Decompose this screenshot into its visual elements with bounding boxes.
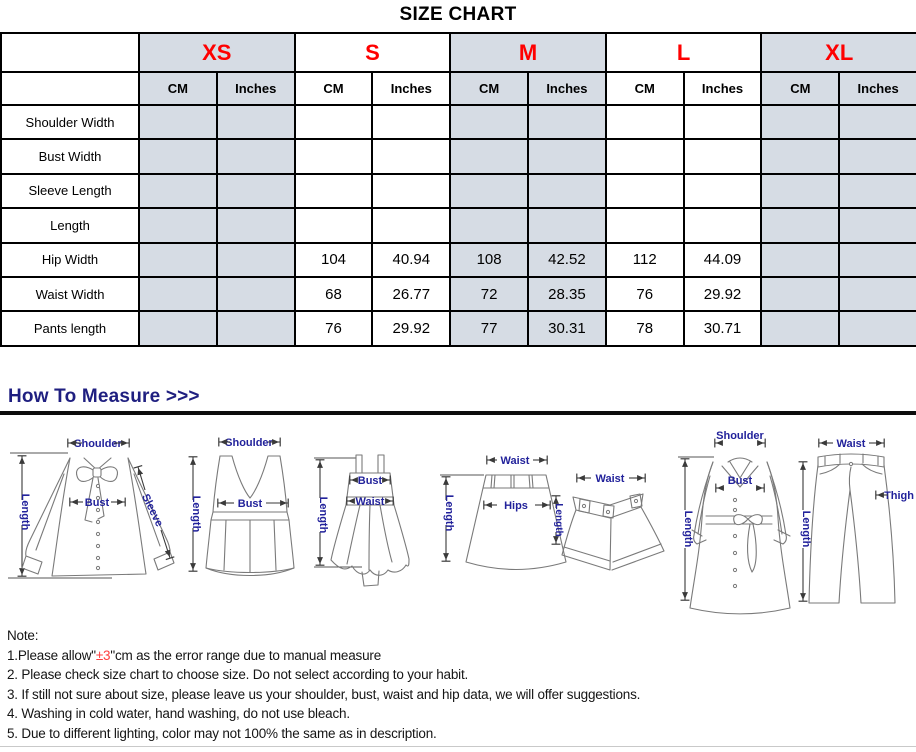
shorts-waist-label: Waist (595, 473, 625, 485)
table-cell (217, 105, 295, 139)
row-label: Shoulder Width (1, 105, 139, 139)
table-cell (372, 105, 450, 139)
table-cell: 40.94 (372, 243, 450, 277)
pants-waist-label: Waist (836, 438, 866, 450)
size-header-l: L (606, 33, 762, 72)
corner-cell (1, 72, 139, 105)
table-cell (839, 174, 916, 208)
figure-coat (678, 430, 790, 614)
figure-tank-top (190, 437, 294, 576)
how-to-measure-heading: How To Measure >>> (8, 386, 200, 407)
table-cell (217, 311, 295, 345)
row-label: Bust Width (1, 139, 139, 173)
table-cell (839, 105, 916, 139)
dress-waist-label: Waist (355, 496, 385, 508)
table-cell (684, 139, 762, 173)
page-title: SIZE CHART (399, 4, 517, 25)
blouse-shoulder-label: Shoulder (74, 438, 122, 450)
table-cell: 104 (295, 243, 373, 277)
unit-header-cm: CM (761, 72, 839, 105)
table-cell (606, 208, 684, 242)
table-cell (295, 208, 373, 242)
bottom-divider (0, 746, 916, 747)
table-cell: 76 (606, 277, 684, 311)
note-item: 3. If still not sure about size, please leave us your shoulder, bust, waist and hip data, we will offer suggestions. (7, 686, 641, 702)
row-label: Length (1, 208, 139, 242)
table-row (1, 243, 916, 277)
table-cell (684, 105, 762, 139)
table-cell: 78 (606, 311, 684, 345)
table-cell (450, 208, 528, 242)
dress-bust-label: Bust (357, 475, 383, 487)
unit-header-inches: Inches (372, 72, 450, 105)
unit-header-inches: Inches (839, 72, 916, 105)
unit-header-cm: CM (295, 72, 373, 105)
table-cell (450, 139, 528, 173)
figure-dress (314, 455, 409, 586)
coat-length-label: Length (682, 510, 694, 548)
table-cell (684, 208, 762, 242)
notes-heading: Note: (7, 628, 39, 643)
pants-thigh-label: Thigh (884, 490, 914, 502)
table-cell (295, 105, 373, 139)
skirt-length-label: Length (443, 494, 455, 532)
table-cell (139, 277, 217, 311)
table-cell (761, 277, 839, 311)
table-row (1, 139, 916, 173)
tank-length-label: Length (190, 495, 202, 533)
table-cell: 76 (295, 311, 373, 345)
size-header-xl: XL (761, 33, 916, 72)
table-cell: 112 (606, 243, 684, 277)
note-highlight: ±3 (95, 647, 111, 663)
table-cell (139, 174, 217, 208)
table-cell (761, 311, 839, 345)
figure-skirt (440, 455, 566, 570)
table-cell (139, 311, 217, 345)
note-item: 4. Washing in cold water, hand washing, do not use bleach. (7, 706, 350, 721)
dress-length-label: Length (317, 496, 329, 534)
blouse-bust-label: Bust (84, 497, 110, 509)
row-label: Pants length (1, 311, 139, 345)
blouse-sleeve-label: Sleeve (139, 492, 166, 529)
table-cell: 26.77 (372, 277, 450, 311)
table-cell (139, 139, 217, 173)
table-cell (761, 243, 839, 277)
size-chart-table (0, 32, 916, 347)
table-cell: 30.71 (684, 311, 762, 345)
note-text: 1.Please allow" (7, 647, 96, 663)
table-row (1, 208, 916, 242)
notes-section (7, 626, 912, 743)
unit-header-cm: CM (606, 72, 684, 105)
skirt-hips-label: Hips (504, 500, 528, 512)
table-cell (839, 139, 916, 173)
coat-shoulder-label: Shoulder (716, 430, 764, 442)
table-cell (295, 139, 373, 173)
figure-blouse (8, 438, 174, 578)
corner-cell (1, 33, 139, 72)
tank-shoulder-label: Shoulder (225, 437, 273, 449)
table-cell (450, 105, 528, 139)
measure-figures (0, 420, 916, 625)
table-cell (839, 277, 916, 311)
table-cell: 28.35 (528, 277, 606, 311)
table-cell: 42.52 (528, 243, 606, 277)
shorts-length-label: Length (553, 503, 564, 537)
figure-shorts (553, 473, 664, 570)
table-cell (528, 174, 606, 208)
table-cell (139, 243, 217, 277)
table-row (1, 105, 916, 139)
unit-header-inches: Inches (684, 72, 762, 105)
table-cell (761, 174, 839, 208)
size-header-row (1, 33, 916, 72)
table-cell (761, 208, 839, 242)
table-cell: 29.92 (372, 311, 450, 345)
note-item: 2. Please check size chart to choose size. Do not select according to your habit. (7, 667, 469, 682)
tank-bust-label: Bust (237, 498, 263, 510)
table-cell: 29.92 (684, 277, 762, 311)
table-cell (761, 105, 839, 139)
table-cell (139, 208, 217, 242)
table-cell: 77 (450, 311, 528, 345)
pants-length-label: Length (800, 510, 812, 548)
unit-header-inches: Inches (217, 72, 295, 105)
table-cell (761, 139, 839, 173)
row-label: Waist Width (1, 277, 139, 311)
row-label: Hip Width (1, 243, 139, 277)
table-cell (606, 105, 684, 139)
table-row (1, 311, 916, 345)
table-cell (528, 208, 606, 242)
section-divider (0, 411, 916, 415)
table-row (1, 174, 916, 208)
table-cell: 108 (450, 243, 528, 277)
table-cell: 44.09 (684, 243, 762, 277)
note-text: "cm as the error range due to manual measure (110, 647, 382, 663)
table-cell (450, 174, 528, 208)
table-row (1, 277, 916, 311)
size-header-s: S (295, 33, 451, 72)
blouse-length-label: Length (19, 493, 31, 531)
table-cell (372, 139, 450, 173)
table-cell (839, 311, 916, 345)
table-cell (606, 174, 684, 208)
table-cell: 68 (295, 277, 373, 311)
table-cell: 72 (450, 277, 528, 311)
table-cell (606, 139, 684, 173)
table-cell (684, 174, 762, 208)
table-cell: 30.31 (528, 311, 606, 345)
table-cell (217, 174, 295, 208)
size-header-m: M (450, 33, 606, 72)
unit-header-cm: CM (450, 72, 528, 105)
unit-header-cm: CM (139, 72, 217, 105)
table-cell (217, 139, 295, 173)
table-cell (839, 208, 916, 242)
table-cell (217, 277, 295, 311)
skirt-waist-label: Waist (500, 455, 530, 467)
unit-header-inches: Inches (528, 72, 606, 105)
coat-bust-label: Bust (727, 475, 753, 487)
figure-pants (800, 438, 914, 603)
table-cell (839, 243, 916, 277)
table-cell (295, 174, 373, 208)
table-cell (528, 105, 606, 139)
note-item: 5. Due to different lighting, color may not 100% the same as in description. (7, 725, 437, 741)
row-label: Sleeve Length (1, 174, 139, 208)
unit-header-row (1, 72, 916, 105)
table-cell (139, 105, 217, 139)
table-cell (528, 139, 606, 173)
note-item (7, 646, 912, 666)
table-cell (217, 208, 295, 242)
table-cell (217, 243, 295, 277)
size-header-xs: XS (139, 33, 295, 72)
table-cell (372, 208, 450, 242)
table-cell (372, 174, 450, 208)
